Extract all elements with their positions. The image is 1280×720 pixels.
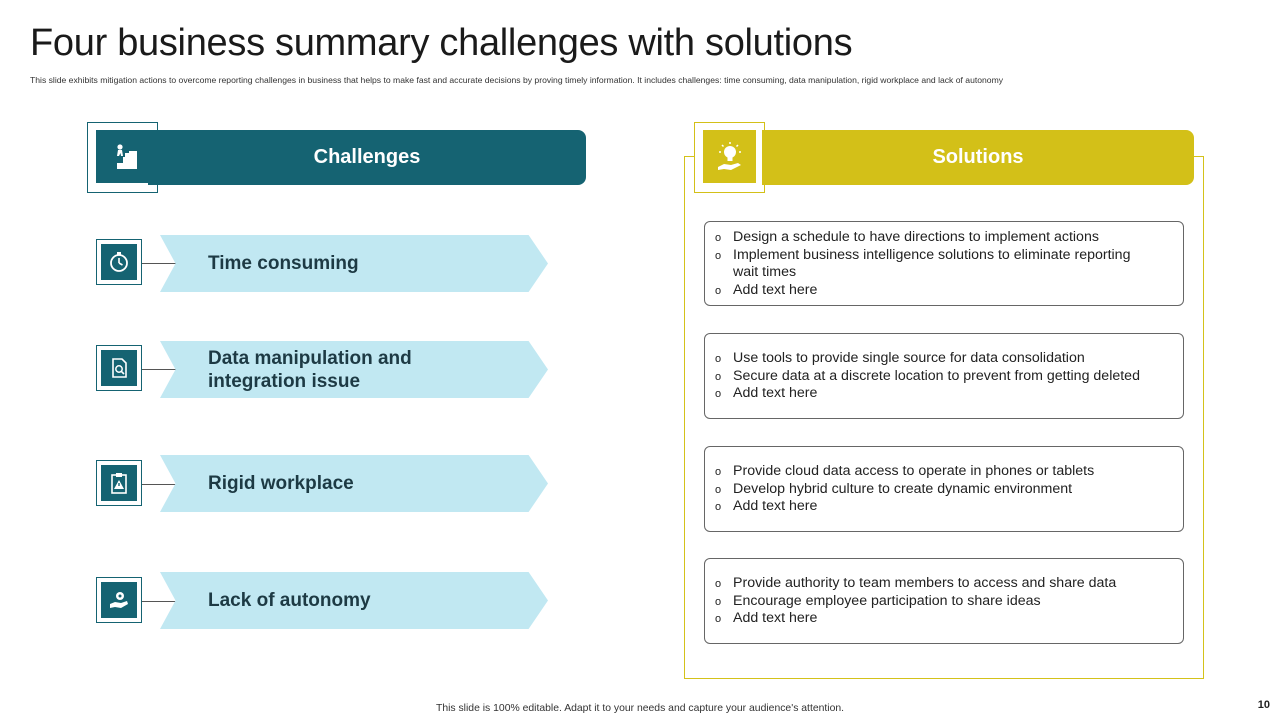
stopwatch-icon (101, 244, 137, 280)
clipboard-warning-icon (101, 465, 137, 501)
stairs-climb-icon (96, 130, 149, 183)
challenge-label-line: Lack of autonomy (208, 590, 371, 611)
solution-bullet: o Use tools to provide single source for data consolidation (715, 350, 1173, 368)
solution-bullet: o Implement business intelligence solutions to eliminate reporting wait times (715, 247, 1173, 282)
challenge-label-line: Time consuming (208, 253, 359, 274)
connector-line (142, 263, 176, 264)
solution-list (715, 463, 1173, 516)
challenge-label-line: integration issue (208, 371, 361, 392)
solutions-header-label: Solutions (932, 146, 1024, 168)
challenge-label-line: Rigid workplace (208, 473, 354, 494)
solution-bullet: o Design a schedule to have directions to implement actions (715, 229, 1173, 247)
solution-list (715, 575, 1173, 628)
slide-subtitle: This slide exhibits mitigation actions to overcome reporting challenges in business that helps to make fast and accurate decisions by proving timely information. It includes challenges: time consuming, data manipulation, rigid workplace and lack of autonomy (30, 75, 1004, 85)
solution-bullet: o Provide cloud data access to operate in phones or tablets (715, 463, 1173, 481)
connector-line (142, 369, 176, 370)
solution-list (715, 350, 1173, 403)
solution-bullet: o Secure data at a discrete location to prevent from getting deleted (715, 368, 1173, 386)
solution-list (715, 229, 1173, 299)
slide-title: Four business summary challenges with solutions (30, 22, 853, 64)
connector-line (142, 601, 176, 602)
challenge-label-line: Data manipulation and (208, 348, 412, 369)
solution-box (704, 221, 1184, 306)
solution-box (704, 446, 1184, 532)
solution-box (704, 558, 1184, 644)
solution-bullet: o Add text here (715, 385, 1173, 403)
solution-bullet: o Develop hybrid culture to create dynamic environment (715, 481, 1173, 499)
hand-gear-icon (101, 582, 137, 618)
challenge-label-time (208, 252, 359, 275)
footer-note: This slide is 100% editable. Adapt it to your needs and capture your audience's attention. (435, 703, 845, 714)
solutions-header (762, 130, 1194, 185)
connector-line (142, 484, 176, 485)
challenges-header (148, 130, 586, 185)
solution-bullet: o Provide authority to team members to access and share data (715, 575, 1173, 593)
page-number: 10 (1257, 699, 1270, 711)
challenge-label-data (208, 347, 412, 393)
solution-bullet: o Add text here (715, 498, 1173, 516)
solution-bullet: o Encourage employee participation to share ideas (715, 593, 1173, 611)
document-search-icon (101, 350, 137, 386)
challenge-label-autonomy (208, 589, 371, 612)
lightbulb-hand-icon (703, 130, 756, 183)
challenge-label-rigid (208, 472, 354, 495)
challenges-header-label: Challenges (313, 146, 421, 168)
solution-box (704, 333, 1184, 419)
solution-bullet: o Add text here (715, 282, 1173, 300)
solution-bullet: o Add text here (715, 610, 1173, 628)
